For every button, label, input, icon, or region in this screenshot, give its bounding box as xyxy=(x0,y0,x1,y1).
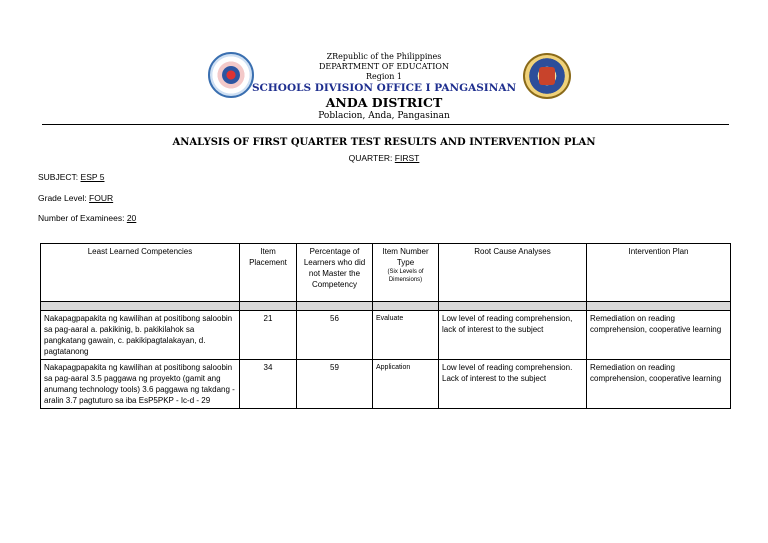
cell-root: Low level of reading comprehension, lack of interest to the subject xyxy=(439,311,587,360)
header-division: SCHOOLS DIVISION OFFICE I PANGASINAN xyxy=(251,82,517,94)
header-district: ANDA DISTRICT xyxy=(325,95,443,110)
table-header-row xyxy=(41,244,731,302)
quarter-label: QUARTER: xyxy=(348,153,393,163)
cell-intervention: Remediation on reading comprehension, cooperative learning xyxy=(587,360,731,409)
quarter-line xyxy=(0,153,768,163)
table-row xyxy=(41,360,731,409)
cell-placement: 34 xyxy=(240,360,297,409)
quarter-value: FIRST xyxy=(394,153,420,163)
header-divider xyxy=(42,124,729,125)
cell-percentage: 59 xyxy=(297,360,373,409)
col-header-root: Root Cause Analyses xyxy=(439,244,587,302)
col-header-placement: Item Placement xyxy=(240,244,297,302)
col-header-intervention: Intervention Plan xyxy=(587,244,731,302)
examinees-value: 20 xyxy=(126,213,137,223)
subject-line xyxy=(38,172,104,182)
cell-competency: Nakapagpapakita ng kawilihan at positibong saloobin sa pag-aaral a. pakikinig, b. pakikilahok sa pangkatang gawain, c. pakikipagtalakayan, d. pagtatanong xyxy=(41,311,240,360)
cell-root: Low level of reading comprehension. Lack of interest to the subject xyxy=(439,360,587,409)
page-title: ANALYSIS OF FIRST QUARTER TEST RESULTS AND INTERVENTION PLAN xyxy=(172,137,596,148)
examinees-label: Number of Examinees: xyxy=(38,213,125,223)
col-header-type xyxy=(373,244,439,302)
header-republic: ZRepublic of the Philippines xyxy=(326,52,442,61)
cell-placement: 21 xyxy=(240,311,297,360)
grade-line xyxy=(38,193,113,203)
col-header-percentage: Percentage of Learners who did not Master the Competency xyxy=(297,244,373,302)
header-address: Poblacion, Anda, Pangasinan xyxy=(318,111,450,121)
cell-type: Application xyxy=(373,360,439,409)
col-header-type-sub: (Six Levels of Dimensions) xyxy=(387,269,424,283)
cell-intervention: Remediation on reading comprehension, cooperative learning xyxy=(587,311,731,360)
cell-percentage: 56 xyxy=(297,311,373,360)
subject-value: ESP 5 xyxy=(80,172,105,182)
col-header-competency: Least Learned Competencies xyxy=(41,244,240,302)
header-department: DEPARTMENT OF EDUCATION xyxy=(319,62,449,71)
header-region: Region 1 xyxy=(365,72,403,81)
cell-type: Evaluate xyxy=(373,311,439,360)
examinees-line xyxy=(38,213,136,223)
analysis-table xyxy=(40,243,731,409)
subject-label: SUBJECT: xyxy=(38,172,79,182)
grade-label: Grade Level: xyxy=(38,193,87,203)
table-row xyxy=(41,311,731,360)
grade-value: FOUR xyxy=(89,193,114,203)
table-spacer-row xyxy=(41,302,731,311)
col-header-type-label: Item Number Type xyxy=(382,247,429,267)
cell-competency: Nakapagpapakita ng kawilihan at positibong saloobin sa pag-aaral 3.5 paggawa ng proyekto (gamit ang anumang technology tools) 3.6 paggawa ng takdang - aralin 3.7 pagtuturo sa iba EsP5PKP - Ic-d - 29 xyxy=(41,360,240,409)
